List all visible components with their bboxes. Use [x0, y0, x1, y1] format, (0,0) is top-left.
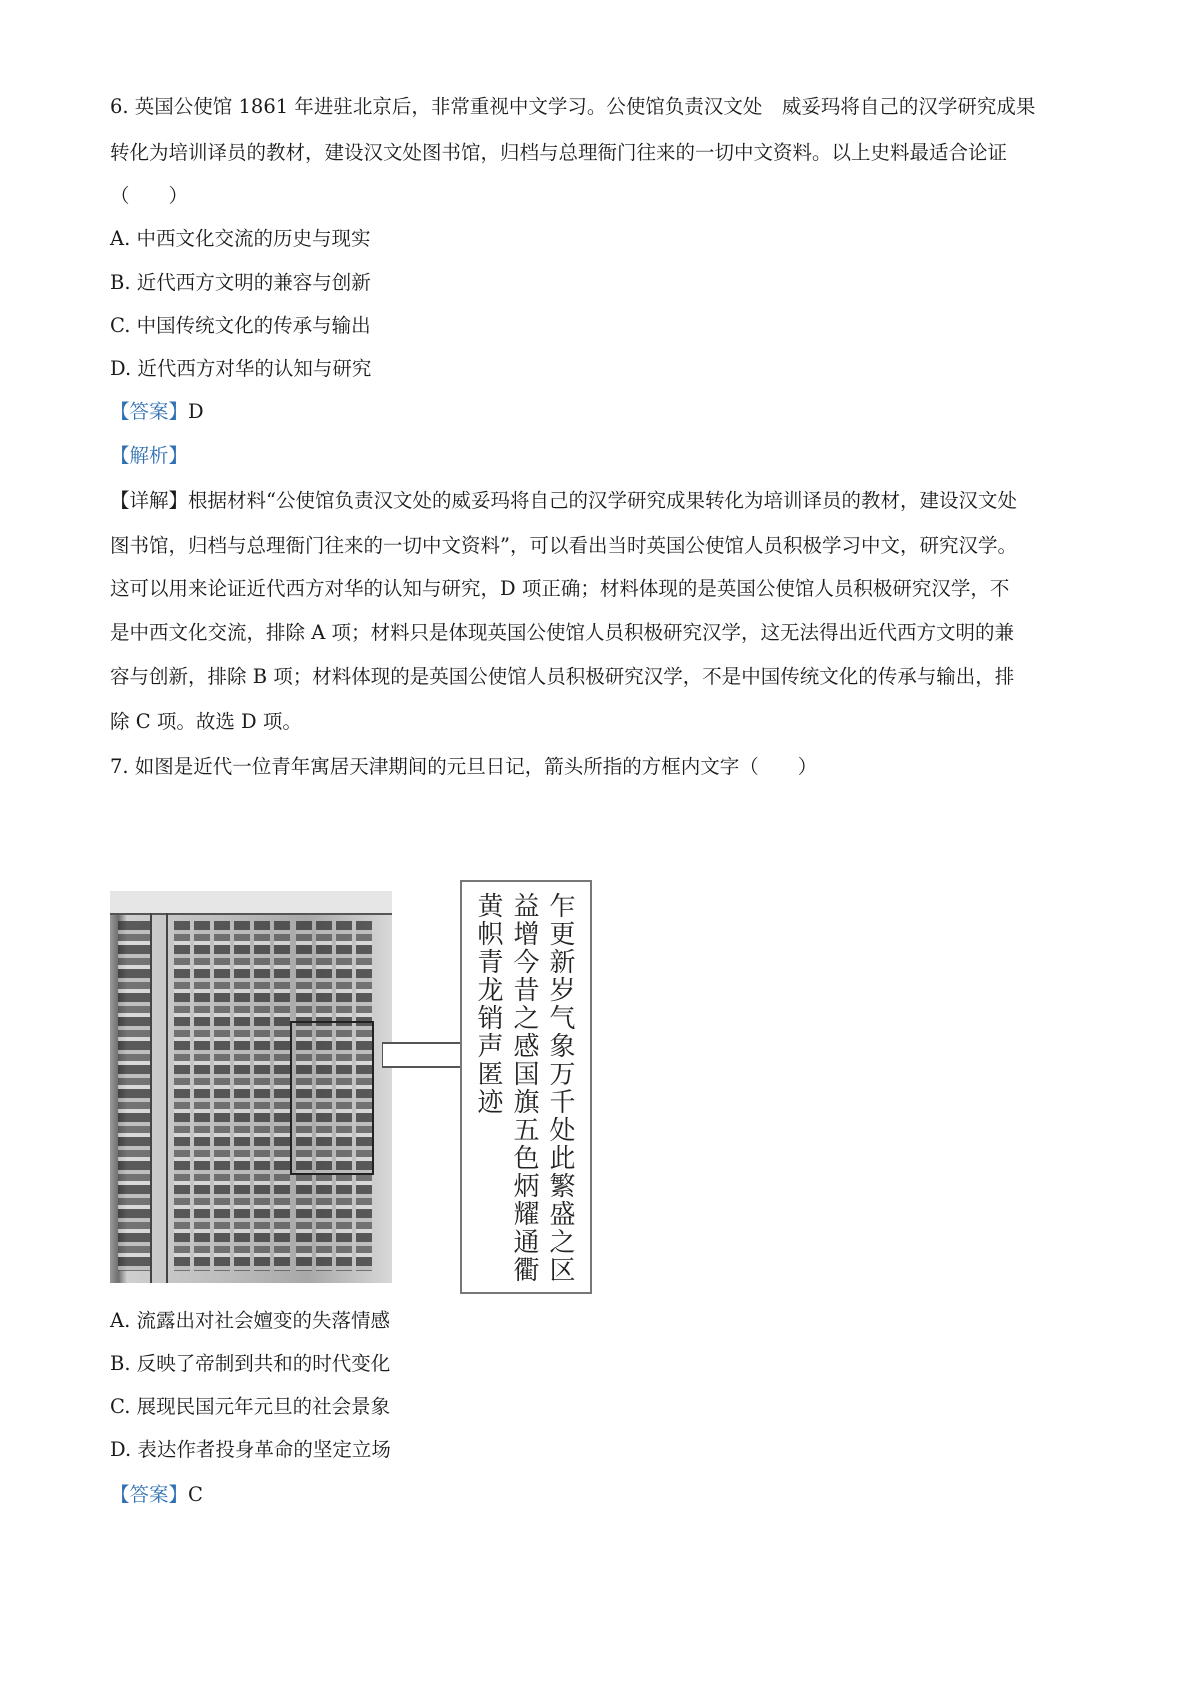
q7-stem: 7. 如图是近代一位青年寓居天津期间的元旦日记，箭头所指的方框内文字（ ） [110, 755, 818, 778]
q6-detail-line-2: 图书馆，归档与总理衙门往来的一切中文资料”，可以看出当时英国公使馆人员积极学习中文，研究汉学。 [110, 534, 1017, 557]
answer-value: C [188, 1483, 203, 1506]
q6-option-d: D. 近代西方对华的认知与研究 [110, 357, 372, 380]
transcription-column-2: 益增今昔之感国旗五色炳耀通衢 [509, 892, 539, 1284]
q7-option-c: C. 展现民国元年元旦的社会景象 [110, 1395, 391, 1418]
q6-detail-line-5: 容与创新，排除 B 项；材料体现的是英国公使馆人员积极研究汉学，不是中国传统文化的传承与输出，排 [110, 665, 1015, 688]
answer-tag: 【答案】 [110, 400, 189, 423]
detail-tag: 【详解】 [110, 489, 189, 512]
answer-tag: 【答案】 [110, 1483, 189, 1506]
q6-stem-line-2: 转化为培训译员的教材，建设汉文处图书馆，归档与总理衙门往来的一切中文资料。以上史料最适合论证 [110, 141, 1008, 164]
analysis-tag: 【解析】 [110, 444, 189, 467]
q6-stem-line-3: （ ） [110, 184, 189, 207]
q7-option-b: B. 反映了帝制到共和的时代变化 [110, 1352, 391, 1375]
q6-stem-line-1: 6. 英国公使馆 1861 年进驻北京后，非常重视中文学习。公使馆负责汉文处 威妥玛将自己的汉学研究成果 [110, 95, 1036, 118]
q6-option-c: C. 中国传统文化的传承与输出 [110, 314, 371, 337]
highlight-box [290, 1021, 374, 1175]
detail-text: 根据材料“公使馆负责汉文处的威妥玛将自己的汉学研究成果转化为培训译员的教材，建设汉文处 [188, 489, 1017, 512]
q6-option-b: B. 近代西方文明的兼容与创新 [110, 271, 371, 294]
q7-option-d: D. 表达作者投身革命的坚定立场 [110, 1438, 391, 1461]
answer-value: D [188, 400, 204, 423]
q6-analysis-tag [110, 443, 1100, 469]
diary-scan-image [110, 891, 392, 1283]
q6-detail-line-3: 这可以用来论证近代西方对华的认知与研究，D 项正确；材料体现的是英国公使馆人员积极研究汉学，不 [110, 577, 1010, 600]
transcription-box [460, 880, 592, 1294]
q6-detail-line-1 [110, 488, 1100, 514]
q6-answer [110, 399, 1100, 425]
transcription-column-1: 乍更新岁气象万千处此繁盛之区 [545, 892, 575, 1284]
q6-option-a: A. 中西文化交流的历史与现实 [110, 227, 371, 250]
q7-option-a: A. 流露出对社会嬗变的失落情感 [110, 1309, 390, 1332]
diary-figure [110, 875, 610, 1290]
q6-detail-line-4: 是中西文化交流，排除 A 项；材料只是体现英国公使馆人员积极研究汉学，这无法得出近代西方文明的兼 [110, 621, 1014, 644]
transcription-column-3: 黄帜青龙销声匿迹 [473, 892, 503, 1116]
q6-detail-line-6: 除 C 项。故选 D 项。 [110, 710, 302, 733]
q7-answer [110, 1482, 1100, 1508]
